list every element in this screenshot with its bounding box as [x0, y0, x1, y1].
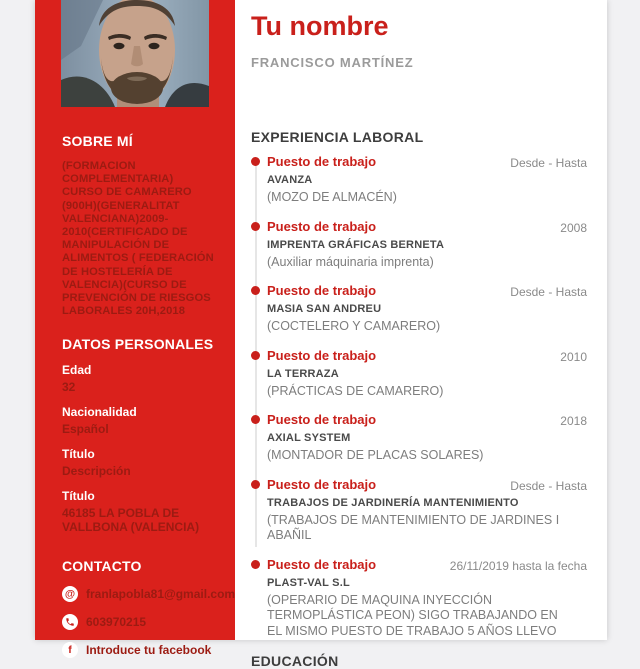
field-address — [62, 490, 217, 534]
field-value: 32 — [62, 380, 76, 395]
experience-heading: EXPERIENCIA LABORAL — [251, 129, 424, 145]
entry-role: (TRABAJOS DE MANTENIMIENTO DE JARDINES I ABAÑIL — [267, 512, 560, 542]
contact-email-text: franlapobla81@gmail.com — [86, 587, 236, 602]
field-label: Título — [62, 489, 95, 504]
entry-role: (MOZO DE ALMACÉN) — [267, 190, 397, 204]
field-nationality — [62, 406, 217, 436]
entry-title: Puesto de trabajo — [267, 412, 377, 427]
entry-date: 2018 — [560, 414, 587, 428]
bullet-icon — [251, 222, 260, 231]
education-heading: EDUCACIÓN — [251, 653, 339, 669]
experience-entry — [251, 348, 587, 400]
experience-entry — [251, 154, 587, 206]
bullet-icon — [251, 157, 260, 166]
entry-role: (Auxiliar máquinaria imprenta) — [267, 254, 434, 269]
candidate-name: FRANCISCO MARTÍNEZ — [251, 55, 414, 70]
entry-company: TRABAJOS DE JARDINERÍA MANTENIMIENTO — [267, 496, 519, 509]
field-value: Descripción — [62, 464, 131, 479]
entry-company: AXIAL SYSTEM — [267, 432, 351, 444]
personal-data-heading: DATOS PERSONALES — [62, 336, 214, 353]
entry-role: (COCTELERO Y CAMARERO) — [267, 319, 441, 333]
facebook-icon: f — [62, 642, 78, 658]
entry-title: Puesto de trabajo — [267, 283, 377, 298]
field-value: Español — [62, 422, 109, 437]
field-label: Título — [62, 447, 95, 462]
experience-list — [251, 154, 587, 639]
entry-role: (OPERARIO DE MAQUINA INYECCIÓN TERMOPLÁSTICA PEON) SIGO TRABAJANDO EN EL MISMO PUESTO DE TRABAJO 5 AÑOS LLEVO — [267, 592, 558, 638]
entry-company: PLAST-VAL S.L — [267, 576, 350, 589]
entry-title: Puesto de trabajo — [267, 154, 377, 169]
entry-date: 26/11/2019 hasta la fecha — [449, 558, 587, 573]
experience-entry — [251, 477, 587, 544]
experience-entry — [251, 283, 587, 335]
entry-date: Desde - Hasta — [510, 285, 587, 299]
entry-title: Puesto de trabajo — [267, 347, 377, 363]
entry-title: Puesto de trabajo — [267, 556, 377, 572]
main-content — [235, 0, 607, 669]
entry-date: 2010 — [560, 349, 587, 364]
field-label: Nacionalidad — [62, 405, 137, 420]
cv-page — [35, 0, 607, 669]
phone-icon — [62, 614, 78, 630]
bullet-icon — [251, 286, 260, 295]
about-heading: SOBRE MÍ — [62, 133, 133, 149]
experience-entry — [251, 412, 587, 464]
entry-date: Desde - Hasta — [510, 156, 587, 170]
entry-company: IMPRENTA GRÁFICAS BERNETA — [267, 238, 445, 251]
entry-company: AVANZA — [267, 174, 313, 186]
bullet-icon — [251, 560, 260, 569]
field-title — [62, 448, 217, 478]
email-icon: @ — [62, 586, 78, 602]
entry-date: 2008 — [560, 220, 587, 235]
contact-facebook-text: Introduce tu facebook — [86, 643, 212, 658]
entry-title: Puesto de trabajo — [267, 476, 377, 492]
contact-heading: CONTACTO — [62, 558, 142, 575]
profile-photo-image — [61, 0, 209, 107]
entry-company: MASIA SAN ANDREU — [267, 303, 382, 315]
bullet-icon — [251, 351, 260, 360]
contact-phone[interactable] — [62, 614, 217, 630]
sidebar — [35, 0, 236, 658]
profile-photo — [61, 0, 209, 107]
bullet-icon — [251, 415, 260, 424]
entry-title: Puesto de trabajo — [267, 218, 377, 234]
field-age — [62, 364, 217, 394]
contact-facebook[interactable] — [62, 642, 217, 658]
experience-entry — [251, 557, 587, 640]
contact-phone-text: 603970215 — [86, 615, 147, 630]
entry-date: Desde - Hasta — [510, 478, 587, 493]
contact-email[interactable] — [62, 586, 236, 602]
about-text: (FORMACION COMPLEMENTARIA) CURSO DE CAMARERO (900H)(GENERALITAT VALENCIANA)2009-2010(CERTIFICADO DE MANIPULACIÓN DE ALIMENTOS ( FEDERACIÓN DE HOSTELERÍA DE VALENCIA)(CURSO DE PREVENCIÓN DE RIESGOS LABORALES 20H,2018 — [62, 160, 214, 318]
field-value: 46185 LA POBLA DE VALLBONA (VALENCIA) — [62, 506, 200, 535]
bullet-icon — [251, 480, 260, 489]
experience-entry — [251, 219, 587, 271]
entry-role: (PRÁCTICAS DE CAMARERO) — [267, 383, 444, 398]
field-label: Edad — [62, 363, 92, 378]
entry-company: LA TERRAZA — [267, 367, 339, 380]
page-title: Tu nombre — [251, 11, 389, 41]
entry-role: (MONTADOR DE PLACAS SOLARES) — [267, 448, 484, 462]
